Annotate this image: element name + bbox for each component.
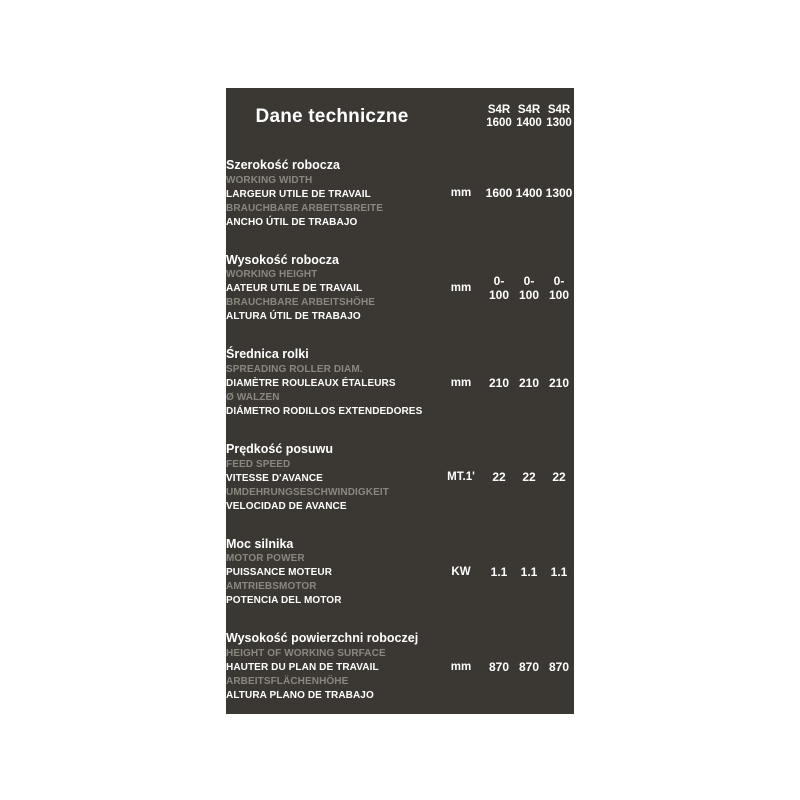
spec-unit: mm (450, 660, 472, 673)
spec-label-es: DIÁMETRO RODILLOS EXTENDEDORES (226, 406, 423, 418)
spec-value-s4r-1600: 22 (492, 470, 506, 485)
spec-label-fr: DIAMÈTRE ROULEAUX ÉTALEURS (226, 378, 396, 390)
spec-label-es: ANCHO ÚTIL DE TRABAJO (226, 216, 358, 228)
spec-value-s4r-1600: 1600 (485, 186, 513, 201)
spec-unit: mm (450, 376, 472, 389)
table-row (226, 241, 574, 336)
spec-label-en: WORKING WIDTH (226, 174, 313, 186)
spec-label-de: Ø WALZEN (226, 392, 280, 404)
spec-value-s4r-1600: 0-100 (488, 273, 510, 302)
spec-labels-roller-diameter (226, 335, 438, 430)
spec-labels-working-surface-height (226, 619, 438, 714)
spec-value-s4r-1300: 22 (552, 470, 566, 485)
spec-label-en: WORKING HEIGHT (226, 269, 318, 281)
column-header-s4r-1600 (484, 88, 514, 146)
spec-value-s4r-1400: 870 (518, 659, 540, 674)
spec-value-s4r-1400: 0-100 (518, 273, 540, 302)
unit-header-cell (438, 88, 484, 146)
spec-labels-motor-power (226, 525, 438, 620)
spec-label-fr: AATEUR UTILE DE TRAVAIL (226, 283, 363, 295)
spec-label-de: BRAUCHBARE ARBEITSBREITE (226, 202, 384, 214)
spec-label-pl: Prędkość posuwu (226, 441, 333, 456)
table-row (226, 146, 574, 241)
spec-label-fr: LARGEUR UTILE DE TRAVAIL (226, 188, 371, 200)
page-title: Dane techniczne (226, 88, 438, 146)
spec-label-de: ARBEITSFLÄCHENHÖHE (226, 676, 349, 688)
model-line2: 1600 (486, 117, 512, 129)
spec-label-en: SPREADING ROLLER DIAM. (226, 364, 363, 376)
spec-value-s4r-1400: 22 (522, 470, 536, 485)
spec-label-en: HEIGHT OF WORKING SURFACE (226, 648, 386, 660)
spec-unit: mm (450, 281, 472, 294)
spec-label-de: AMTRIEBSMOTOR (226, 581, 317, 593)
spec-value-s4r-1300: 1.1 (550, 564, 568, 579)
spec-unit: MT.1' (447, 471, 475, 484)
spec-label-fr: VITESSE D'AVANCE (226, 472, 323, 484)
spec-labels-working-height (226, 241, 438, 336)
spec-label-fr: PUISSANCE MOTEUR (226, 567, 333, 579)
spec-label-es: ALTURA ÚTIL DE TRABAJO (226, 311, 361, 323)
spec-value-s4r-1600: 870 (488, 659, 510, 674)
spec-value-s4r-1300: 210 (548, 375, 570, 390)
spec-value-s4r-1400: 210 (518, 375, 540, 390)
spec-value-s4r-1300: 870 (548, 659, 570, 674)
spec-label-pl: Wysokość powierzchni roboczej (226, 631, 419, 646)
technical-data-panel (226, 88, 574, 714)
spec-label-de: UMDEHRUNGSESCHWINDIGKEIT (226, 486, 389, 498)
spec-label-pl: Wysokość robocza (226, 252, 340, 267)
spec-label-es: VELOCIDAD DE AVANCE (226, 500, 347, 512)
spec-value-s4r-1600: 1.1 (490, 564, 508, 579)
column-header-s4r-1300 (544, 88, 574, 146)
spec-unit: mm (450, 187, 472, 200)
spec-label-pl: Moc silnika (226, 536, 294, 551)
spec-label-es: POTENCIA DEL MOTOR (226, 595, 342, 607)
table-row (226, 619, 574, 714)
table-header-row (226, 88, 574, 146)
spec-label-pl: Średnica rolki (226, 347, 309, 362)
spec-label-de: BRAUCHBARE ARBEITSHÖHE (226, 297, 376, 309)
spec-labels-working-width (226, 146, 438, 241)
model-line1: S4R (487, 103, 511, 116)
model-line1: S4R (517, 103, 541, 116)
spec-label-pl: Szerokość robocza (226, 157, 340, 172)
table-row (226, 430, 574, 525)
model-line2: 1400 (516, 117, 542, 129)
table-row (226, 525, 574, 620)
spec-labels-feed-speed (226, 430, 438, 525)
model-line1: S4R (547, 103, 571, 116)
spec-label-en: FEED SPEED (226, 458, 291, 470)
spec-value-s4r-1300: 0-100 (548, 273, 570, 302)
spec-value-s4r-1300: 1300 (545, 186, 573, 201)
column-header-s4r-1400 (514, 88, 544, 146)
model-line2: 1300 (546, 117, 572, 129)
technical-data-table (226, 88, 574, 714)
table-row (226, 335, 574, 430)
spec-label-fr: HAUTER DU PLAN DE TRAVAIL (226, 662, 379, 674)
spec-label-en: MOTOR POWER (226, 553, 305, 565)
spec-unit: KW (451, 565, 471, 578)
spec-value-s4r-1400: 1.1 (520, 564, 538, 579)
spec-label-es: ALTURA PLANO DE TRABAJO (226, 690, 374, 702)
spec-value-s4r-1400: 1400 (515, 186, 543, 201)
spec-value-s4r-1600: 210 (488, 375, 510, 390)
